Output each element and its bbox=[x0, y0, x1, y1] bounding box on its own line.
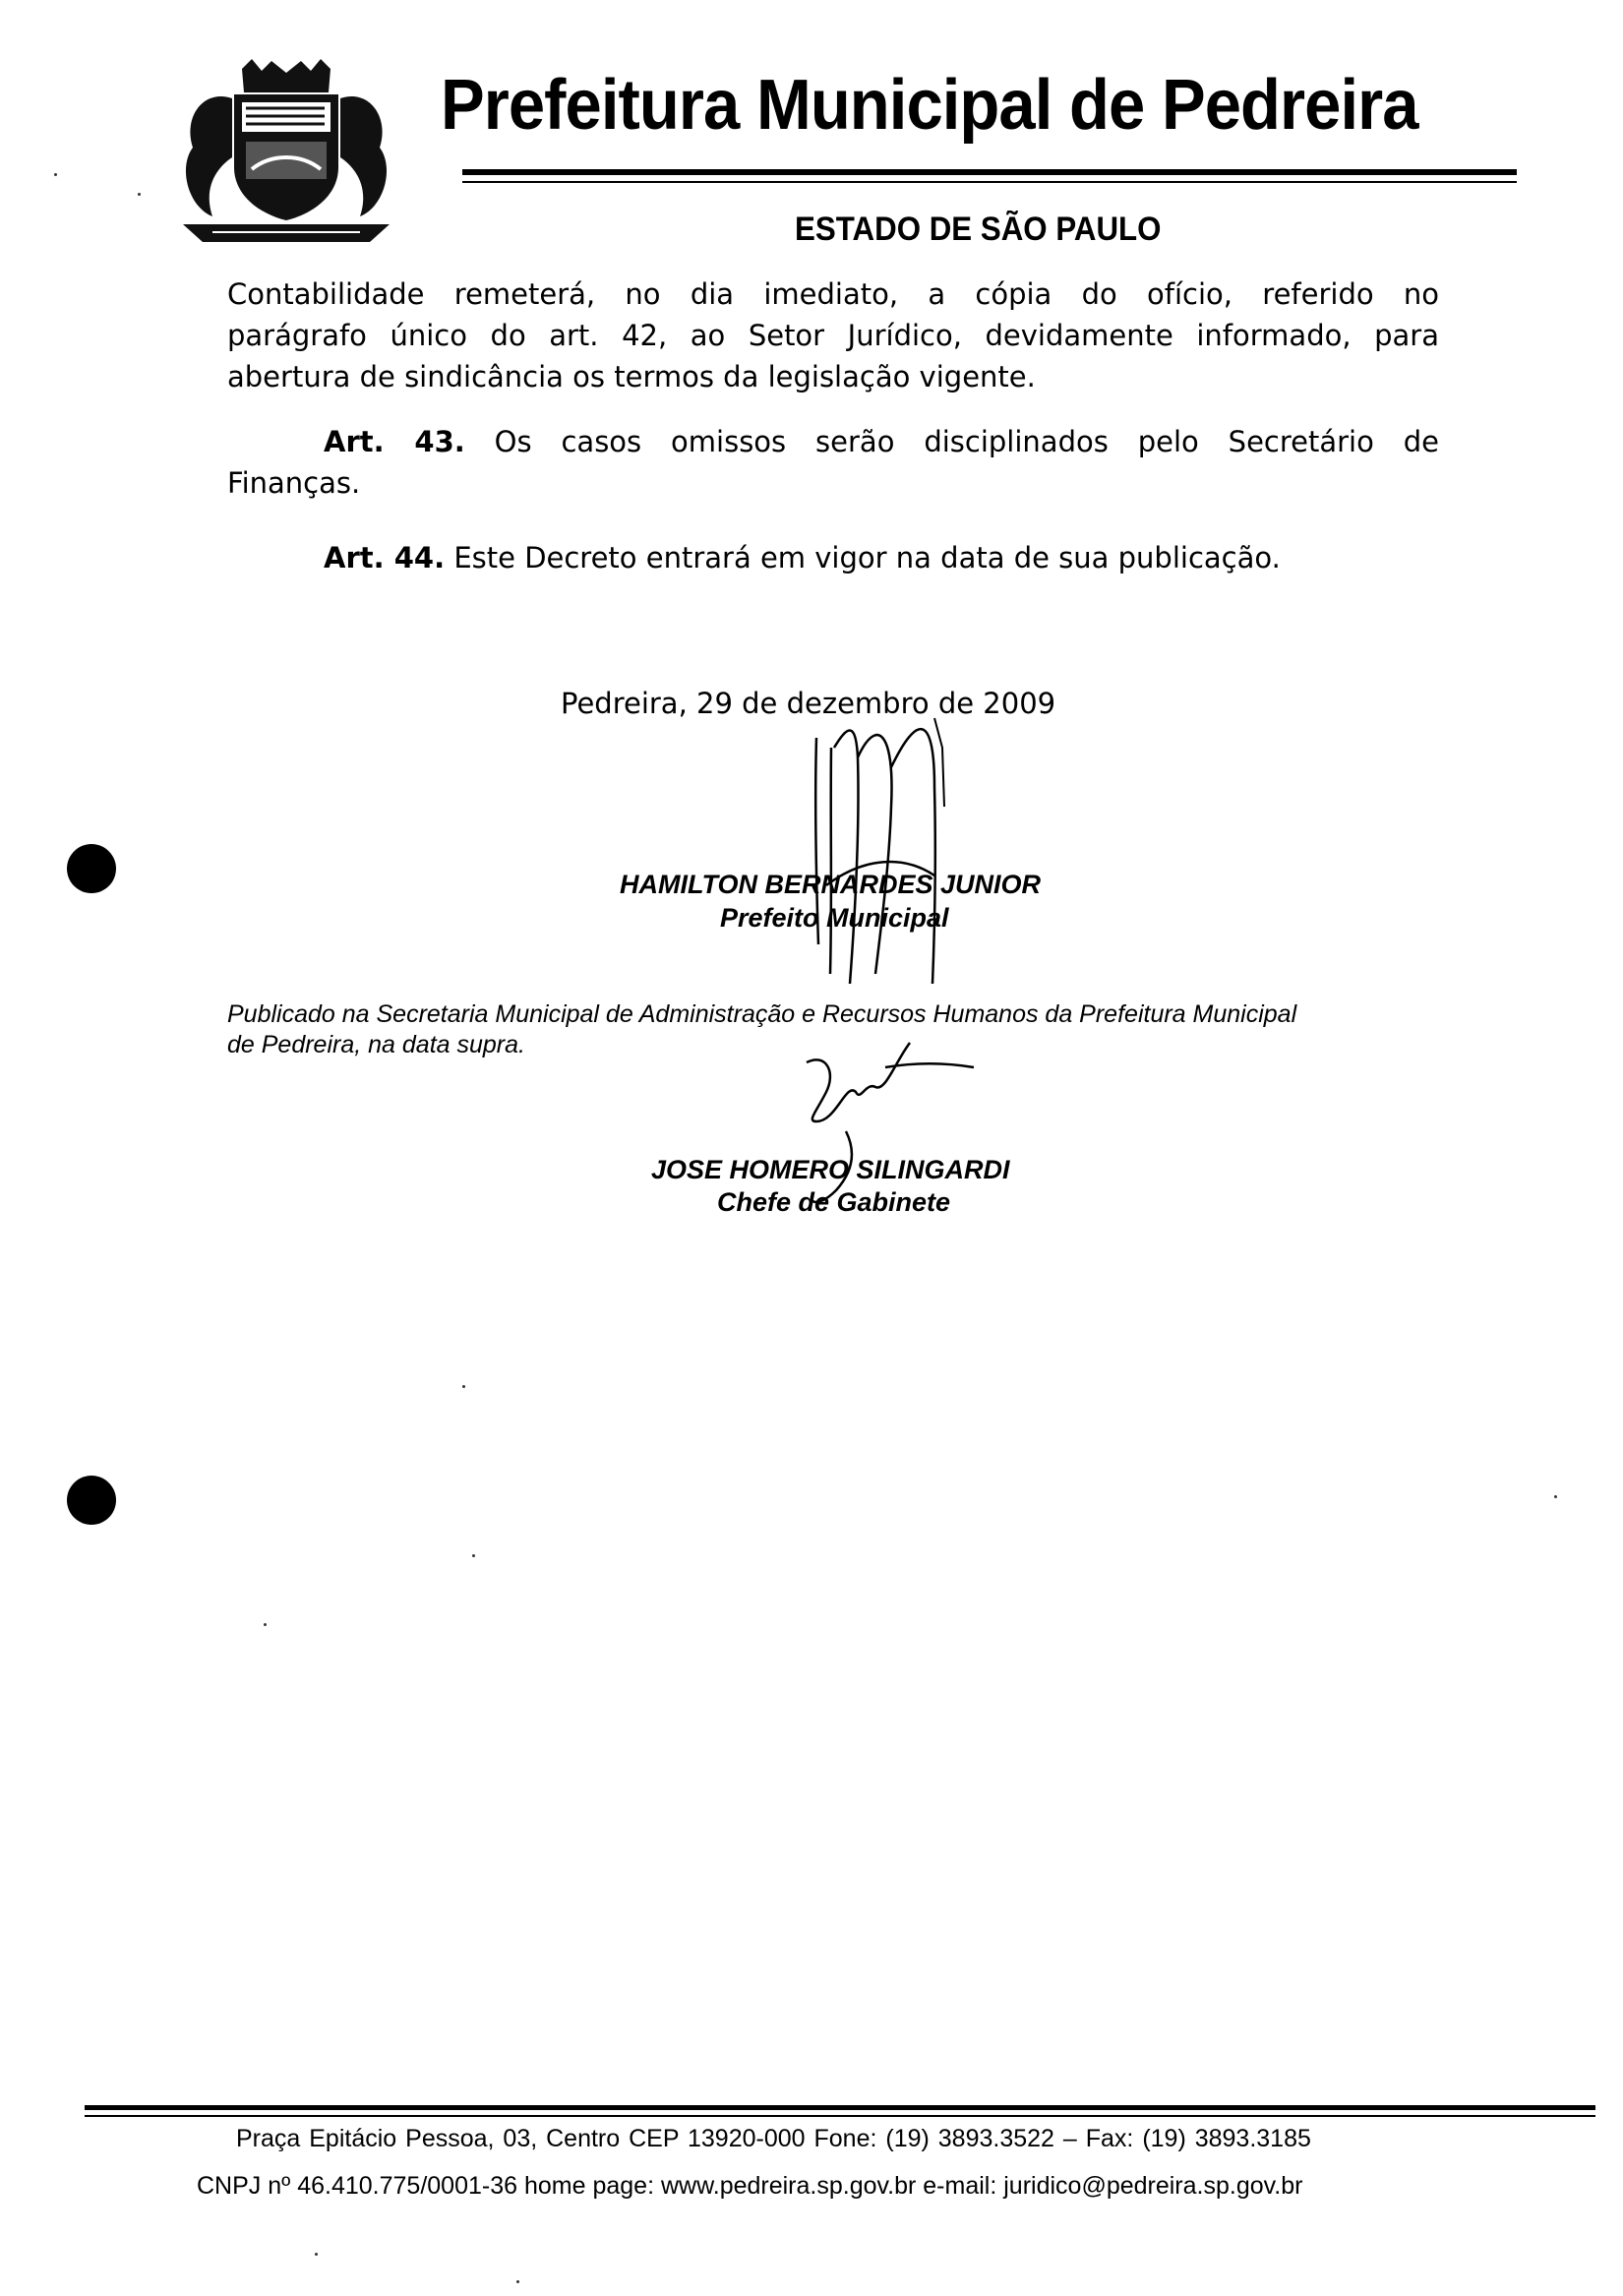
scan-speck bbox=[315, 2253, 318, 2256]
municipal-coat-of-arms-icon bbox=[173, 59, 399, 246]
footer-contacts: CNPJ nº 46.410.775/0001-36 home page: www.pedreira.sp.gov.br e-mail: juridico@pedreira.sp.gov.br bbox=[197, 2172, 1303, 2200]
chief-name: JOSE HOMERO SILINGARDI bbox=[651, 1155, 1010, 1184]
article-44 bbox=[324, 537, 1281, 578]
mayor-signature-icon bbox=[787, 689, 984, 1003]
scan-speck bbox=[462, 1385, 465, 1388]
footer-address: Praça Epitácio Pessoa, 03, Centro CEP 13920-000 Fone: (19) 3893.3522 – Fax: (19) 3893.3185 bbox=[236, 2125, 1311, 2152]
paragraph-line: Contabilidade remeterá, no dia imediato, a cópia do ofício, referido no bbox=[227, 277, 1439, 311]
scan-speck bbox=[54, 173, 57, 176]
scan-speck bbox=[138, 193, 141, 196]
article-43-text: Os casos omissos serão disciplinados pelo Secretário de bbox=[494, 425, 1439, 458]
article-43-line1 bbox=[227, 421, 1439, 462]
header-rule bbox=[462, 169, 1517, 175]
article-44-label: Art. 44. bbox=[324, 541, 446, 574]
scan-speck bbox=[1554, 1495, 1557, 1498]
publication-note-line: de Pedreira, na data supra. bbox=[227, 1031, 525, 1058]
footer-rule bbox=[85, 2105, 1595, 2110]
mayor-name: HAMILTON BERNARDES JUNIOR bbox=[620, 870, 1042, 899]
header-rule-thin bbox=[462, 181, 1517, 183]
page-title: Prefeitura Municipal de Pedreira bbox=[441, 66, 1418, 145]
scan-speck bbox=[472, 1554, 475, 1557]
paragraph-line: parágrafo único do art. 42, ao Setor Jurídico, devidamente informado, para bbox=[227, 319, 1439, 352]
article-43-label: Art. 43. bbox=[324, 425, 465, 458]
scan-speck bbox=[516, 2280, 519, 2283]
binder-hole bbox=[67, 1476, 116, 1525]
paragraph-line: abertura de sindicância os termos da legislação vigente. bbox=[227, 360, 1036, 393]
article-43 bbox=[227, 421, 1439, 504]
article-44-text: Este Decreto entrará em vigor na data de sua publicação. bbox=[453, 541, 1281, 574]
date-line: Pedreira, 29 de dezembro de 2009 bbox=[561, 687, 1056, 720]
publication-note-line: Publicado na Secretaria Municipal de Administração e Recursos Humanos da Prefeitura Municipal bbox=[227, 1000, 1297, 1028]
continuation-paragraph bbox=[227, 273, 1439, 397]
state-subtitle: ESTADO DE SÃO PAULO bbox=[795, 211, 1162, 248]
article-43-line2: Finanças. bbox=[227, 466, 361, 500]
chief-role: Chefe de Gabinete bbox=[717, 1187, 951, 1217]
scan-speck bbox=[264, 1623, 267, 1626]
footer-rule-thin bbox=[85, 2115, 1595, 2117]
mayor-role: Prefeito Municipal bbox=[720, 903, 949, 933]
binder-hole bbox=[67, 844, 116, 893]
